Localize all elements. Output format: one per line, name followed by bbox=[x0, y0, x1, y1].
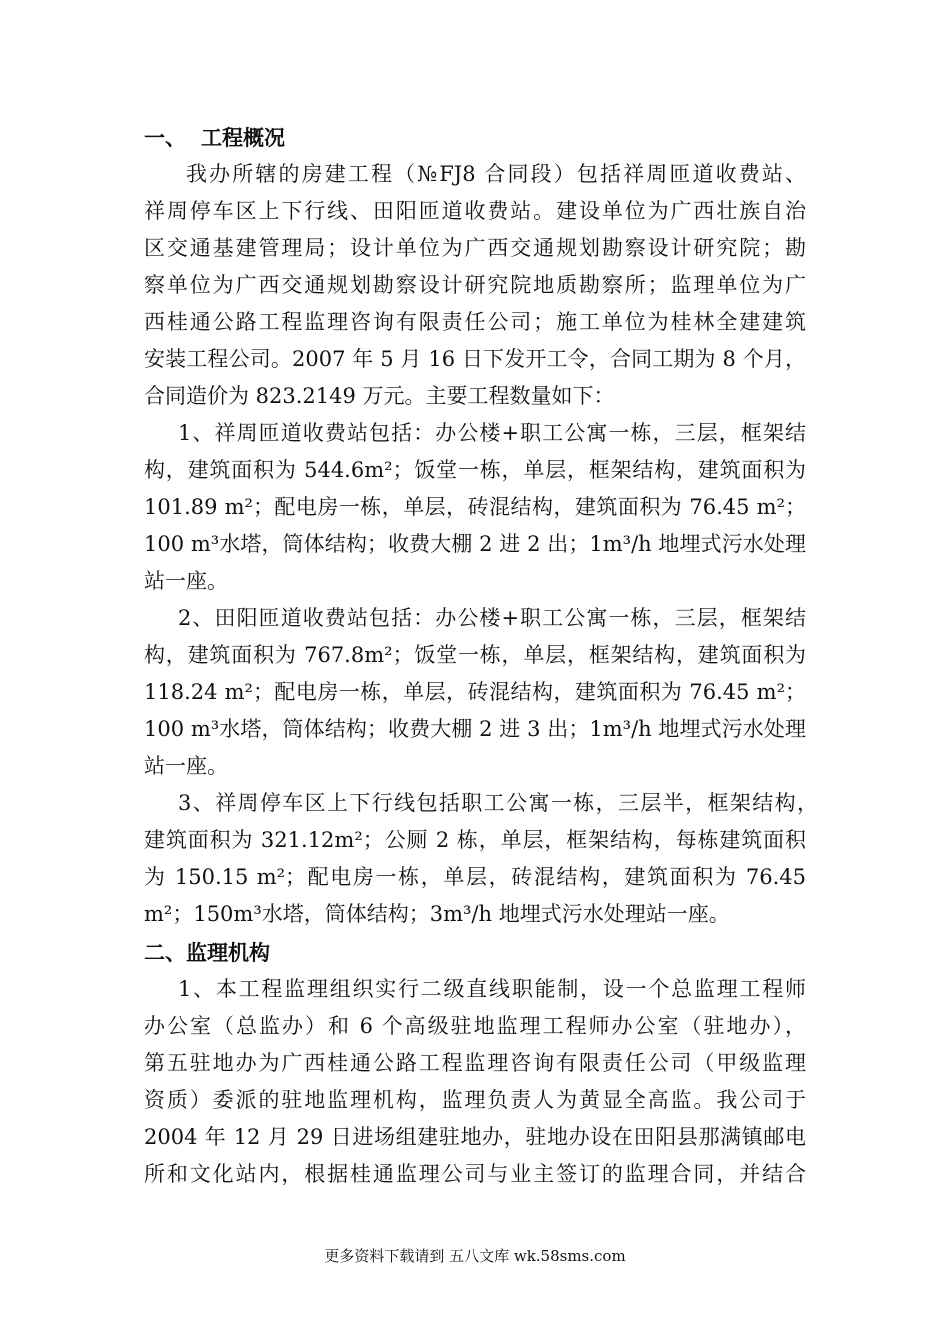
para-line: 区交通基建管理局；设计单位为广西交通规划勘察设计研究院；勘 bbox=[144, 236, 806, 260]
section1-heading-number: 一、 bbox=[144, 126, 186, 150]
item2-line: 118.24 m²；配电房一栋，单层，砖混结构，建筑面积为 76.45 m²； bbox=[144, 680, 806, 704]
para-line: 祥周停车区上下行线、田阳匝道收费站。建设单位为广西壮族自治 bbox=[144, 199, 806, 223]
para-line: 察单位为广西交通规划勘察设计研究院地质勘察所；监理单位为广 bbox=[144, 273, 806, 297]
section2-heading-title: 二、监理机构 bbox=[144, 941, 270, 965]
item2-line: 站一座。 bbox=[144, 754, 228, 778]
section2-line: 办公室（总监办）和 6 个高级驻地监理工程师办公室（驻地办）， bbox=[144, 1014, 806, 1038]
item2-line: 2、田阳匝道收费站包括：办公楼+职工公寓一栋，三层，框架结 bbox=[178, 606, 806, 630]
item2-line: 100 m³水塔，筒体结构；收费大棚 2 进 3 出；1m³/h 地埋式污水处理 bbox=[144, 717, 806, 741]
section2-line: 资质）委派的驻地监理机构，监理负责人为黄显全高监。我公司于 bbox=[144, 1088, 806, 1112]
para-line: 安装工程公司。2007 年 5 月 16 日下发开工令，合同工期为 8 个月， bbox=[144, 347, 806, 371]
item1-line: 站一座。 bbox=[144, 569, 228, 593]
para-line: 西桂通公路工程监理咨询有限责任公司；施工单位为桂林全建建筑 bbox=[144, 310, 806, 334]
item2-line: 构，建筑面积为 767.8m²；饭堂一栋，单层，框架结构，建筑面积为 bbox=[144, 643, 806, 667]
section2-line: 所和文化站内，根据桂通监理公司与业主签订的监理合同，并结合 bbox=[144, 1162, 806, 1186]
item3-line: 为 150.15 m²；配电房一栋，单层，砖混结构，建筑面积为 76.45 bbox=[144, 865, 806, 889]
item1-line: 100 m³水塔，筒体结构；收费大棚 2 进 2 出；1m³/h 地埋式污水处理 bbox=[144, 532, 806, 556]
item1-line: 1、祥周匝道收费站包括：办公楼+职工公寓一栋，三层，框架结 bbox=[178, 421, 806, 445]
para-line: 合同造价为 823.2149 万元。主要工程数量如下： bbox=[144, 384, 615, 408]
section2-line: 2004 年 12 月 29 日进场组建驻地办，驻地办设在田阳县那满镇邮电 bbox=[144, 1125, 806, 1149]
para-line: 我办所辖的房建工程（№FJ8 合同段）包括祥周匝道收费站、 bbox=[186, 162, 806, 186]
section2-line: 1、本工程监理组织实行二级直线职能制，设一个总监理工程师 bbox=[178, 977, 806, 1001]
page-footer: 更多资料下载请到 五八文库 wk.58sms.com bbox=[324, 1247, 626, 1265]
item1-line: 101.89 m²；配电房一栋，单层，砖混结构，建筑面积为 76.45 m²； bbox=[144, 495, 806, 519]
item3-line: 建筑面积为 321.12m²；公厕 2 栋，单层，框架结构，每栋建筑面积 bbox=[144, 828, 806, 852]
item3-line: m²；150m³水塔，筒体结构；3m³/h 地埋式污水处理站一座。 bbox=[144, 902, 730, 926]
item3-line: 3、祥周停车区上下行线包括职工公寓一栋，三层半，框架结构， bbox=[178, 791, 818, 815]
item1-line: 构，建筑面积为 544.6m²；饭堂一栋，单层，框架结构，建筑面积为 bbox=[144, 458, 806, 482]
section1-heading-title: 工程概况 bbox=[201, 126, 285, 150]
section2-line: 第五驻地办为广西桂通公路工程监理咨询有限责任公司（甲级监理 bbox=[144, 1051, 806, 1075]
